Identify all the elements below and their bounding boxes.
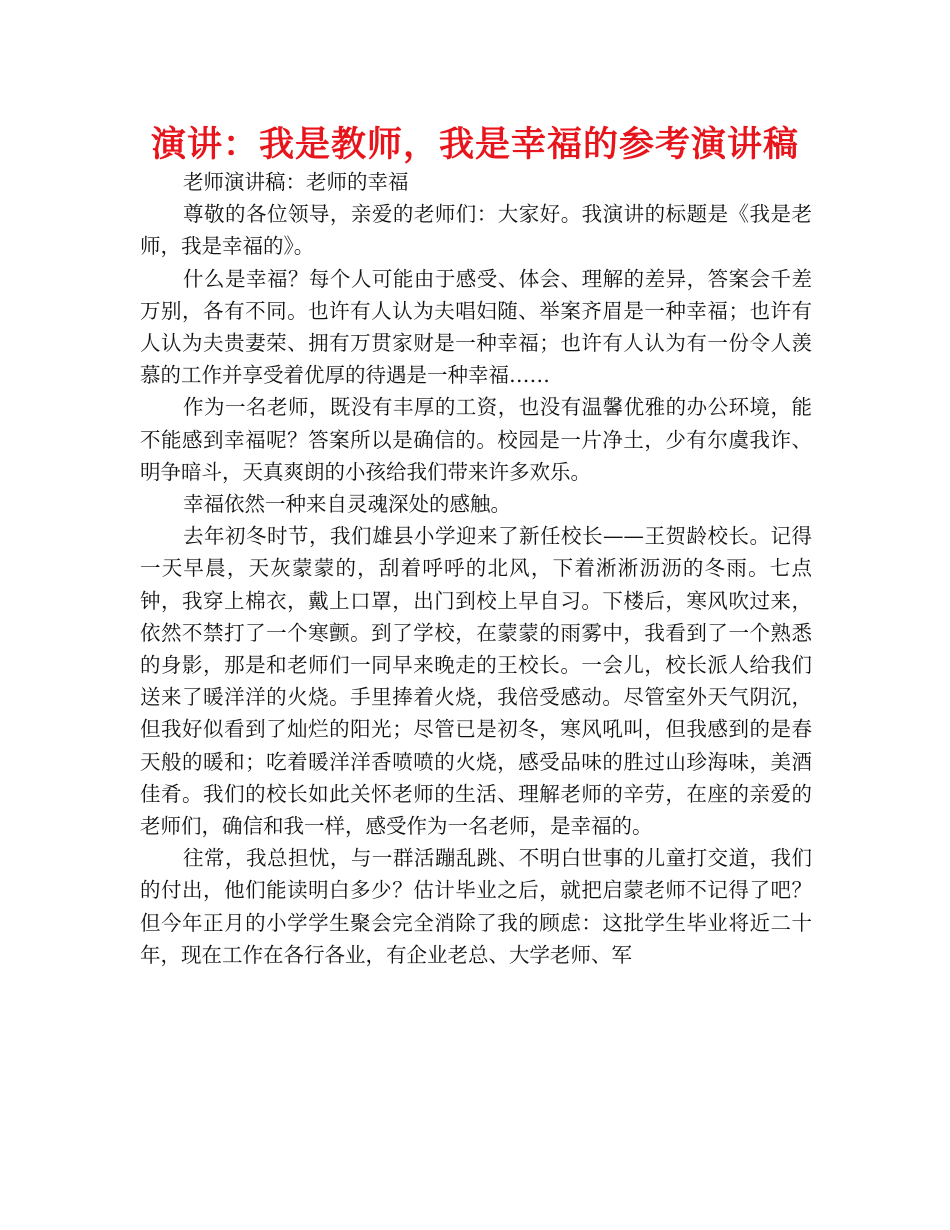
paragraph-subtitle: 老师演讲稿：老师的幸福 [183,170,409,194]
paragraph-student-reunion: 往常，我总担忧，与一群活蹦乱跳、不明白世事的儿童打交道，我们的付出，他们能读明白多少？估计毕业之后，就把启蒙老师不记得了吧？但今年正月的小学学生聚会完全消除了我的顾虑：这批学生毕业将近二十年，现在工作在各行各业，有企业老总、大学老师、军 [140,846,812,967]
document-body [140,166,812,971]
paragraph-what-is-happiness: 什么是幸福？每个人可能由于感受、体会、理解的差异，答案会千差万别，各有不同。也许有人认为夫唱妇随、举案齐眉是一种幸福；也许有人认为夫贵妻荣、拥有万贯家财是一种幸福；也许有人认为有一份令人羡慕的工作并享受着优厚的待遇是一种幸福…… [140,266,812,388]
paragraph-soul-feeling: 幸福依然一种来自灵魂深处的感触。 [183,492,512,517]
paragraph-greeting: 尊敬的各位领导，亲爱的老师们：大家好。我演讲的标题是《我是老师，我是幸福的》。 [140,202,812,259]
paragraph-as-a-teacher: 作为一名老师，既没有丰厚的工资，也没有温馨优雅的办公环境，能不能感到幸福呢？答案所以是确信的。校园是一片净土，少有尔虞我诈、明争暗斗，天真爽朗的小孩给我们带来许多欢乐。 [140,395,812,484]
paragraph-principal-story: 去年初冬时节，我们雄县小学迎来了新任校长——王贺龄校长。记得一天早晨，天灰蒙蒙的，刮着呼呼的北风，下着淅淅沥沥的冬雨。七点钟，我穿上棉衣，戴上口罩，出门到校上早自习。下楼后，寒风吹过来，依然不禁打了一个寒颤。到了学校，在蒙蒙的雨雾中，我看到了一个熟悉的身影，那是和老师们一同早来晚走的王校长。一会儿，校长派人给我们送来了暖洋洋的火烧。手里捧着火烧，我倍受感动。尽管室外天气阴沉，但我好似看到了灿烂的阳光；尽管已是初冬，寒风吼叫，但我感到的是春天般的暖和；吃着暖洋洋香喷喷的火烧，感受品味的胜过山珍海味，美酒佳肴。我们的校长如此关怀老师的生活、理解老师的辛劳，在座的亲爱的老师们，确信和我一样，感受作为一名老师，是幸福的。 [140,524,812,839]
document-title: 演讲：我是教师，我是幸福的参考演讲稿 [150,125,799,165]
